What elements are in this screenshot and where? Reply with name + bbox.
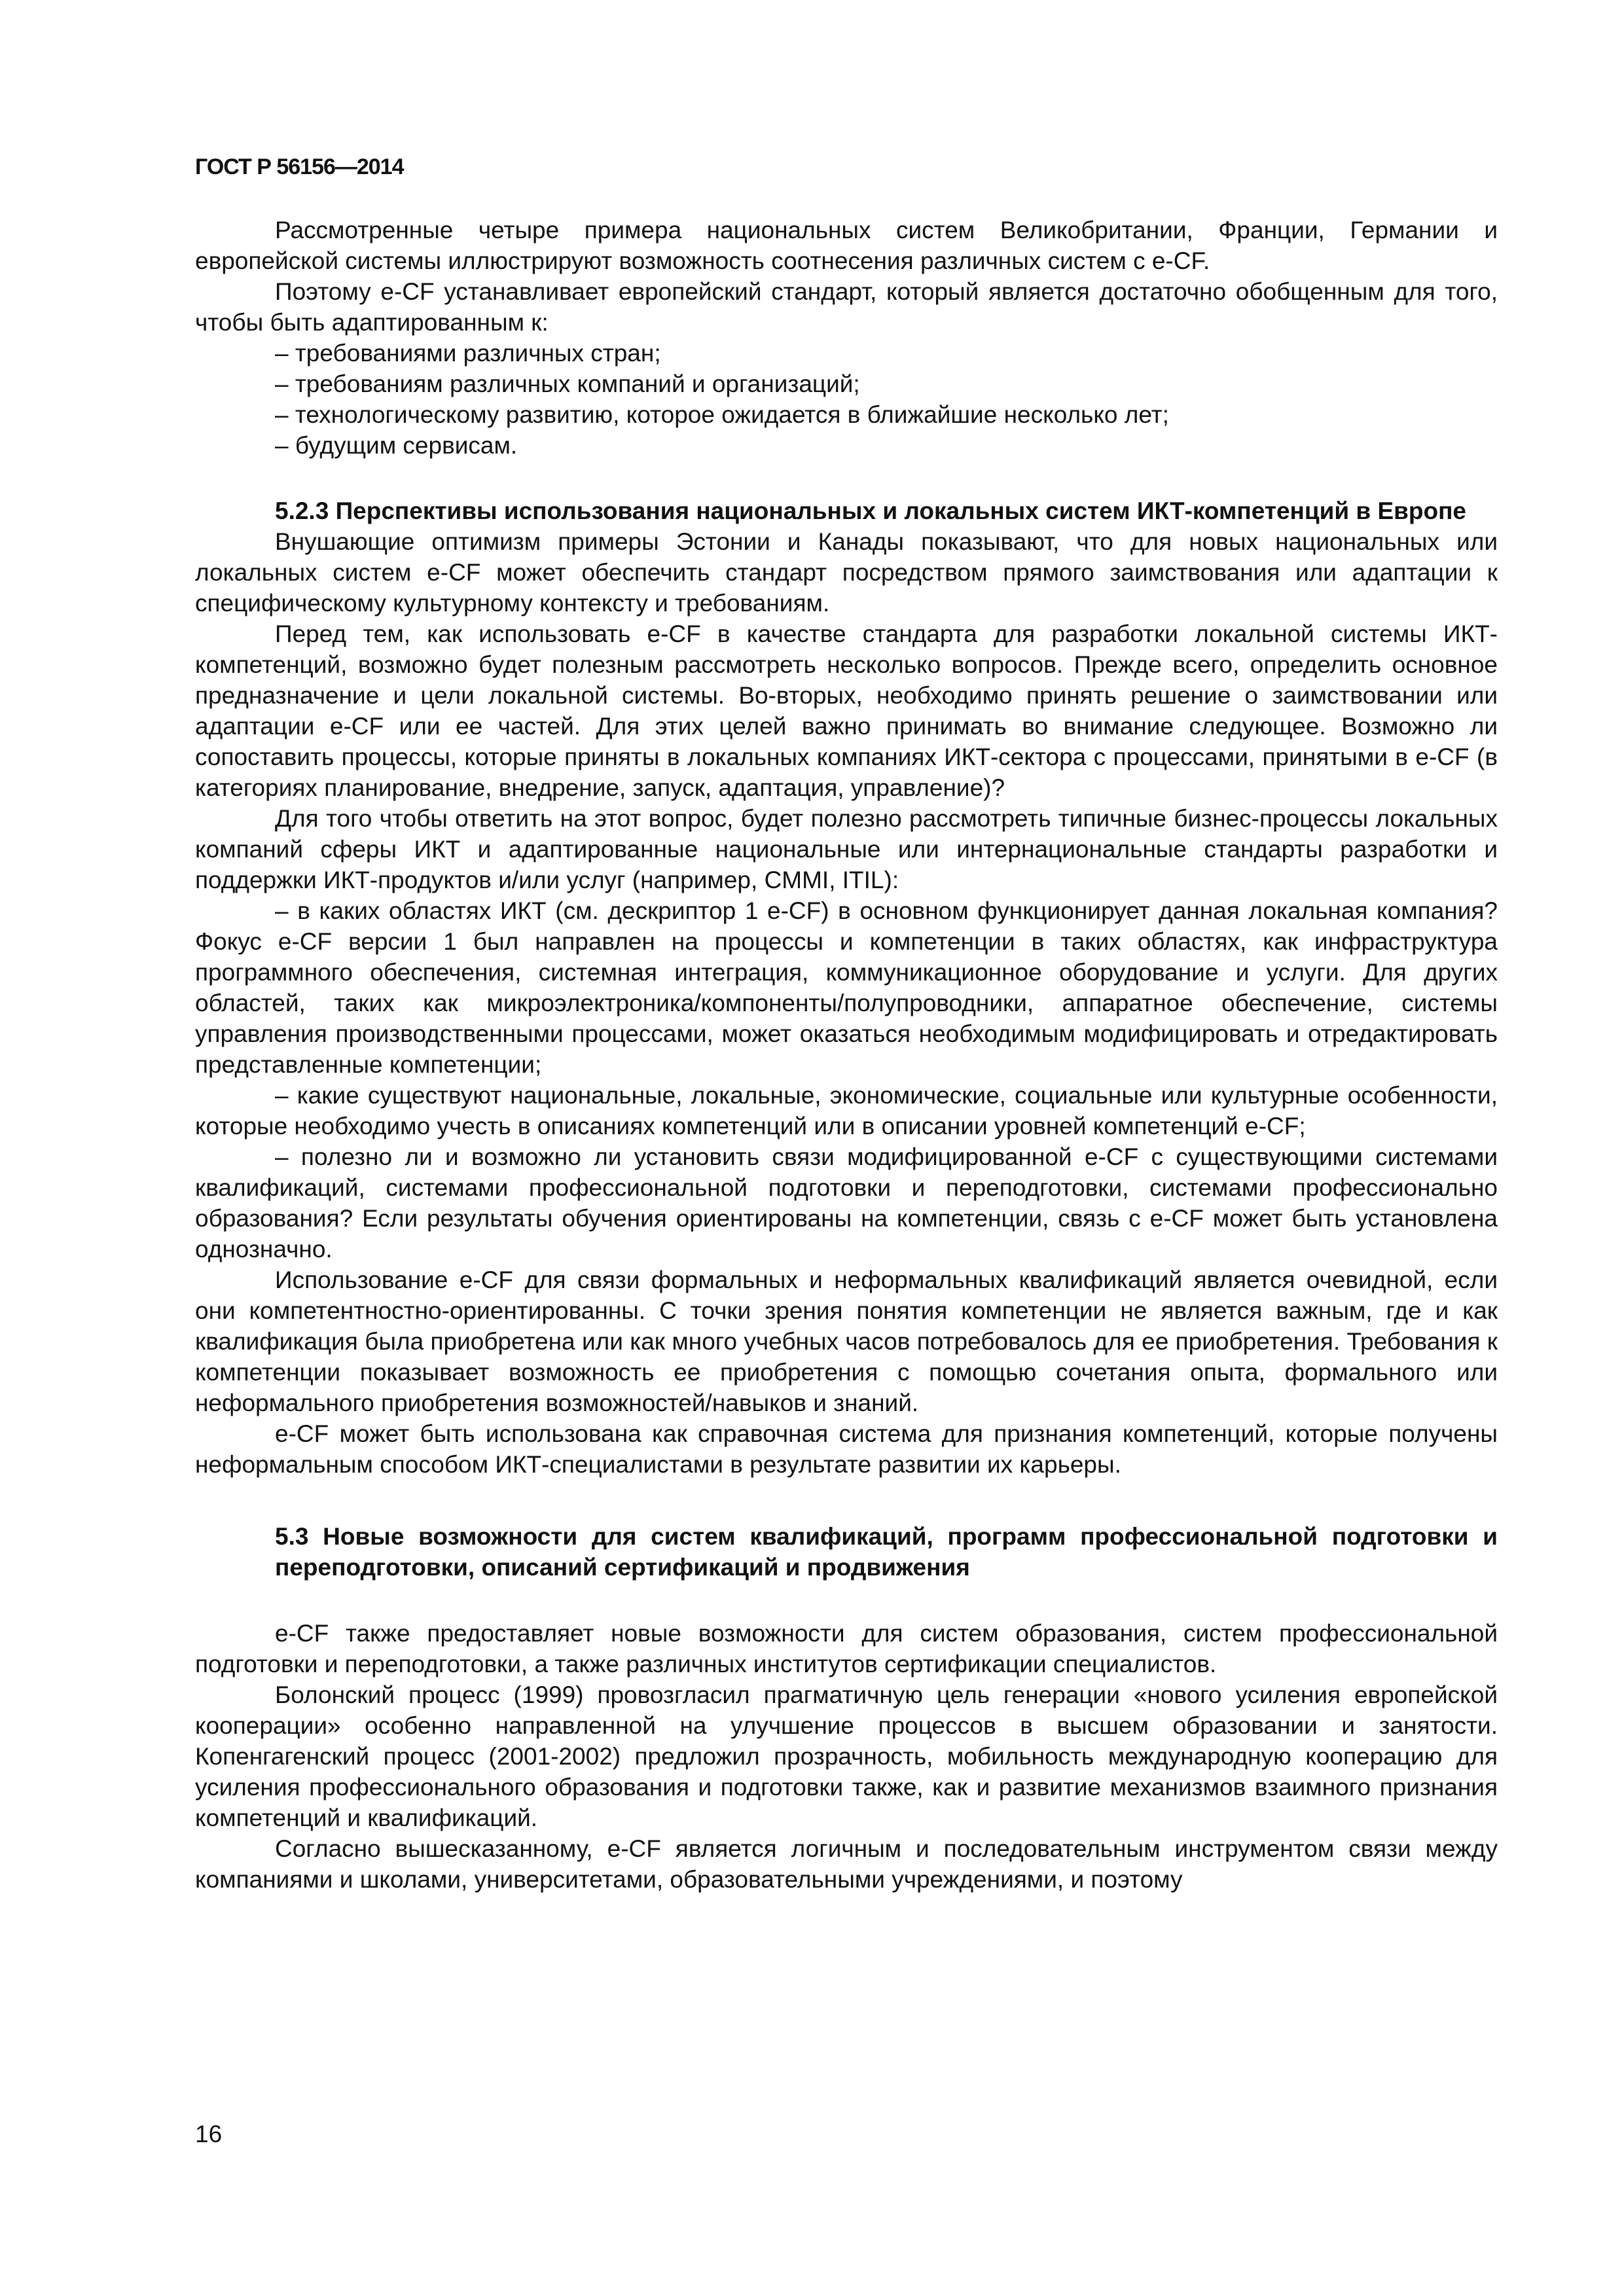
paragraph: e-CF может быть использована как справочная система для признания компетенций, которые получены неформальным способом ИКТ-специалистами в результате развитии их карьеры. xyxy=(195,1420,1498,1478)
standard-code-header: ГОСТ Р 56156—2014 xyxy=(195,154,404,179)
page-content xyxy=(195,215,1498,1895)
paragraph: Поэтому e-CF устанавливает европейский стандарт, который является достаточно обобщенным для того, чтобы быть адаптированным к: xyxy=(195,278,1498,336)
list-item: – в каких областях ИКТ (см. дескриптор 1 e-CF) в основном функционирует данная локальная компания? Фокус e-CF версии 1 был направлен на процессы и компетенции в таких областях, как инфраструктура программного обеспечения, системная интеграция, коммуникационное оборудование и услуги. Для других областей, таких как микроэлектроника/компоненты/полупроводники, аппаратное обеспечение, системы управления производственными процессами, может оказаться необходимым модифицировать и отредактировать представленные компетенции; xyxy=(195,897,1498,1078)
section-heading: 5.2.3 Перспективы использования национальных и локальных систем ИКТ-компетенций в Европе xyxy=(275,497,1466,524)
list-item: – требованиям различных компаний и организаций; xyxy=(275,370,860,397)
paragraph: Согласно вышесказанному, e-CF является логичным и последовательным инструментом связи между компаниями и школами, университетами, образовательными учреждениями, и поэтому xyxy=(195,1835,1498,1893)
list-item: – какие существуют национальные, локальные, экономические, социальные или культурные особенности, которые необходимо учесть в описаниях компетенций или в описании уровней компетенций e-CF; xyxy=(195,1082,1498,1139)
paragraph: Для того чтобы ответить на этот вопрос, будет полезно рассмотреть типичные бизнес-процессы локальных компаний сферы ИКТ и адаптированные национальные или интернациональные стандарты разработки и поддержки ИКТ-продуктов и/или услуг (например, CMMI, ITIL): xyxy=(195,805,1498,893)
list-item: – требованиями различных стран; xyxy=(275,340,661,367)
paragraph: Рассмотренные четыре примера национальных систем Великобритании, Франции, Германии и европейской системы иллюстрируют возможность соотнесения различных систем с e-CF. xyxy=(195,217,1498,274)
paragraph: Болонский процесс (1999) провозгласил прагматичную цель генерации «нового усиления европейской кооперации» особенно направленной на улучшение процессов в высшем образовании и занятости. Копенгагенский процесс (2001-2002) предложил прозрачность, мобильность международную кооперацию для усиления профессионального образования и подготовки также, как и развитие механизмов взаимного признания компетенций и квалификаций. xyxy=(195,1681,1498,1831)
list-item: – технологическому развитию, которое ожидается в ближайшие несколько лет; xyxy=(275,401,1169,428)
paragraph: Использование e-CF для связи формальных и неформальных квалификаций является очевидной, если они компетентностно-ориентированны. С точки зрения понятия компетенции не является важным, где и как квалификация была приобретена или как много учебных часов потребовалось для ее приобретения. Требования к компетенции показывает возможность ее приобретения с помощью сочетания опыта, формального или неформального приобретения возможностей/навыков и знаний. xyxy=(195,1266,1498,1416)
list-item: – будущим сервисам. xyxy=(275,432,518,459)
paragraph: Внушающие оптимизм примеры Эстонии и Канады показывают, что для новых национальных или локальных систем e-CF может обеспечить стандарт посредством прямого заимствования или адаптации к специфическому культурному контексту и требованиям. xyxy=(195,528,1498,617)
page-number: 16 xyxy=(195,2121,223,2147)
paragraph: e-CF также предоставляет новые возможности для систем образования, систем профессиональной подготовки и переподготовки, а также различных институтов сертификации специалистов. xyxy=(195,1620,1498,1677)
section-5-3 xyxy=(195,1521,1498,1895)
paragraph: Перед тем, как использовать e-CF в качестве стандарта для разработки локальной системы ИКТ-компетенций, возможно будет полезным рассмотреть несколько вопросов. Прежде всего, определить основное предназначение и цели локальной системы. Во-вторых, необходимо принять решение о заимствовании или адаптации e-CF или ее частей. Для этих целей важно принимать во внимание следующее. Возможно ли сопоставить процессы, которые приняты в локальных компаниях ИКТ-сектора с процессами, принятыми в e-CF (в категориях планирование, внедрение, запуск, адаптация, управление)? xyxy=(195,620,1498,801)
intro-block xyxy=(195,215,1498,461)
section-5-2-3 xyxy=(195,495,1498,1480)
section-heading: 5.3 Новые возможности для систем квалификаций, программ профессиональной подготовки и переподготовки, описаний сертификаций и продвижения xyxy=(275,1523,1498,1581)
list-item: – полезно ли и возможно ли установить связи модифицированной e-CF с существующими системами квалификаций, системами профессиональной подготовки и переподготовки, системами профессионально образования? Если результаты обучения ориентированы на компетенции, связь с e-CF может быть установлена однозначно. xyxy=(195,1143,1498,1263)
